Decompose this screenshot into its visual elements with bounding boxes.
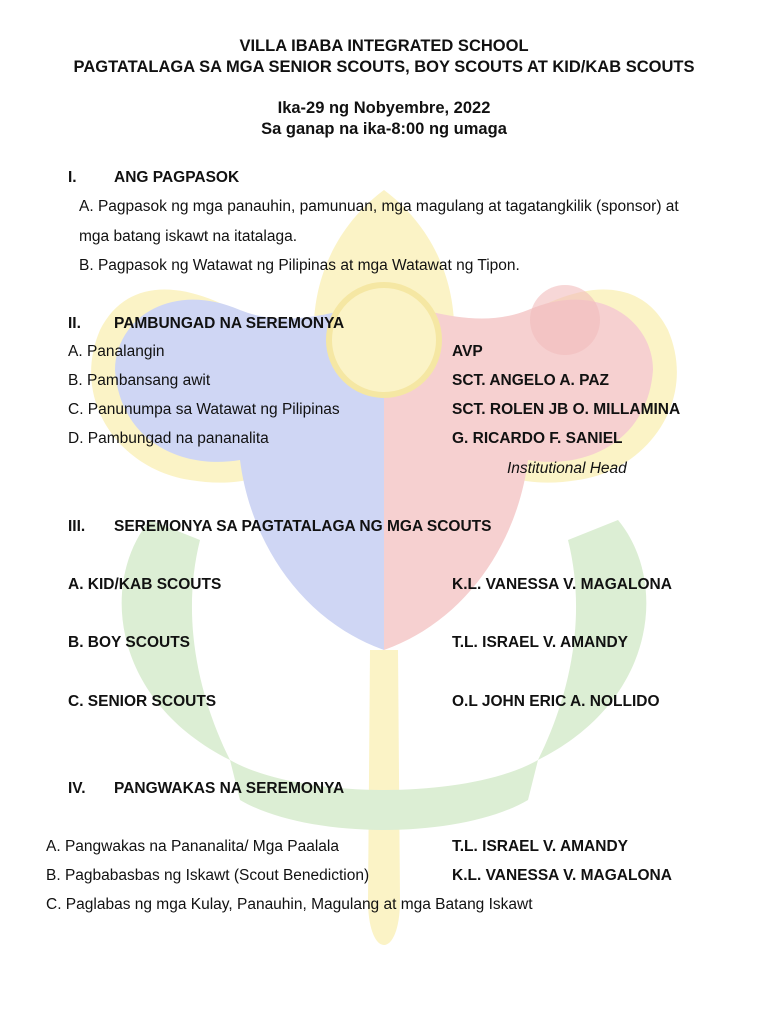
section-3-numeral: III. — [68, 518, 86, 535]
section-2-title: PAMBUNGAD NA SEREMONYA — [114, 315, 345, 332]
event-time: Sa ganap na ika-8:00 ng umaga — [261, 120, 507, 138]
section-3-item-a-person: K.L. VANESSA V. MAGALONA — [452, 576, 672, 593]
section-3-item-a: A. KID/KAB SCOUTS — [68, 576, 222, 593]
section-3-item-b-person: T.L. ISRAEL V. AMANDY — [452, 634, 628, 651]
section-4-item-b-person: K.L. VANESSA V. MAGALONA — [452, 867, 672, 884]
section-2-item-c-person: SCT. ROLEN JB O. MILLAMINA — [452, 401, 681, 418]
section-2-numeral: II. — [68, 315, 81, 332]
school-name: VILLA IBABA INTEGRATED SCHOOL — [239, 37, 529, 55]
section-2-item-a: A. Panalangin — [68, 343, 165, 360]
section-2-item-a-person: AVP — [452, 343, 483, 360]
section-4-item-b: B. Pagbabasbas ng Iskawt (Scout Benediction) — [46, 867, 370, 884]
section-1-item-a-line2: mga batang iskawt na itatalaga. — [79, 228, 297, 245]
section-3-item-c: C. SENIOR SCOUTS — [68, 693, 217, 710]
section-4-item-c: C. Paglabas ng mga Kulay, Panauhin, Magulang at mga Batang Iskawt — [46, 896, 533, 913]
section-1-title: ANG PAGPASOK — [114, 169, 240, 186]
section-2-item-d: D. Pambungad na pananalita — [68, 430, 269, 447]
section-2-item-b: B. Pambansang awit — [68, 372, 211, 389]
section-3-item-c-person: O.L JOHN ERIC A. NOLLIDO — [452, 693, 660, 710]
section-1-numeral: I. — [68, 169, 77, 186]
section-2-item-b-person: SCT. ANGELO A. PAZ — [452, 372, 610, 389]
section-3-title: SEREMONYA SA PAGTATALAGA NG MGA SCOUTS — [114, 518, 492, 535]
section-3-item-b: B. BOY SCOUTS — [68, 634, 191, 651]
section-4-item-a: A. Pangwakas na Pananalita/ Mga Paalala — [46, 838, 339, 855]
section-2-item-d-person: G. RICARDO F. SANIEL — [452, 430, 623, 447]
section-4-title: PANGWAKAS NA SEREMONYA — [114, 780, 345, 797]
event-date: Ika-29 ng Nobyembre, 2022 — [277, 99, 491, 117]
section-1-item-b: B. Pagpasok ng Watawat ng Pilipinas at mga Watawat ng Tipon. — [79, 257, 520, 274]
section-2-item-d-role: Institutional Head — [507, 460, 627, 477]
section-1-item-a-line1: A. Pagpasok ng mga panauhin, pamunuan, mga magulang at tagatangkilik (sponsor) at — [79, 198, 679, 215]
section-2-item-c: C. Panunumpa sa Watawat ng Pilipinas — [68, 401, 340, 418]
section-4-numeral: IV. — [68, 780, 86, 797]
event-title: PAGTATALAGA SA MGA SENIOR SCOUTS, BOY SCOUTS AT KID/KAB SCOUTS — [73, 58, 695, 76]
section-4-item-a-person: T.L. ISRAEL V. AMANDY — [452, 838, 628, 855]
